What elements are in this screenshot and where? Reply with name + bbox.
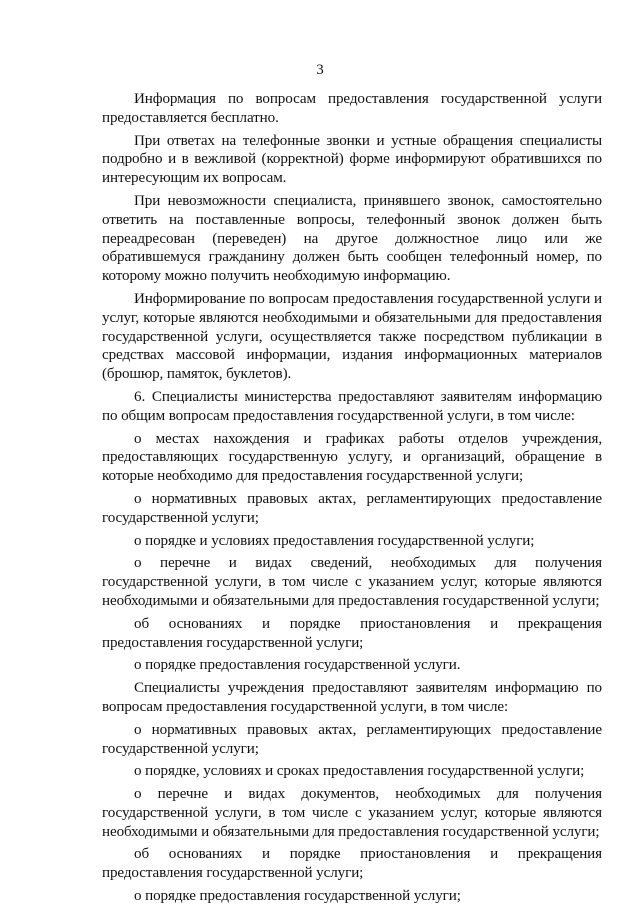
list-item: о местах нахождения и графиках работы отделов учреждения, предоставляющих государственную услугу, и организаций, обращение в которые необходимо для предоставления государственной услуги; (102, 430, 602, 485)
list-item: об основаниях и порядке приостановления и прекращения предоставления государственной услуги; (102, 615, 602, 651)
list-item: о порядке и условиях предоставления государственной услуги; (134, 532, 535, 549)
page-number: 3 (316, 62, 324, 78)
paragraph: Информация по вопросам предоставления государственной услуги предоставляется бесплатно. (102, 91, 602, 126)
paragraph: Специалисты учреждения предоставляют заявителям информацию по вопросам предоставления государственной услуги, в том числе: (102, 680, 602, 715)
paragraph: Информирование по вопросам предоставления государственной услуги и услуг, которые являются необходимыми и обязательными для предоставления государственной услуги, осуществляется также посредством публикации в средствах массовой информации, издания информационных материалов (брошюр, памяток, буклетов). (102, 290, 602, 383)
list-item: о порядке предоставления государственной услуги; (134, 888, 461, 905)
paragraph: При ответах на телефонные звонки и устные обращения специалисты подробно и в вежливой (корректной) форме информируют обратившихся по интересующим их вопросам. (102, 132, 602, 187)
paragraph: 6. Специалисты министерства предоставляют заявителям информацию по общим вопросам предоставления государственной услуги, в том числе: (102, 388, 602, 424)
list-item: о порядке, условиях и сроках предоставления государственной услуги; (134, 763, 585, 780)
document-body (102, 90, 602, 910)
list-item: о порядке предоставления государственной услуги. (134, 657, 461, 674)
list-item: о перечне и видах сведений, необходимых для получения государственной услуги, в том числе с указанием услуг, которые являются необходимыми и обязательными для предоставления государственной услуги; (102, 555, 602, 609)
list-item: об основаниях и порядке приостановления и прекращения предоставления государственной услуги; (102, 846, 602, 882)
list-item: о перечне и видах документов, необходимых для получения государственной услуги, в том числе с указанием услуг, которые являются необходимыми и обязательными для предоставления государственной услуги; (102, 786, 602, 840)
list-item: о нормативных правовых актах, регламентирующих предоставление государственной услуги; (102, 490, 602, 526)
paragraph: При невозможности специалиста, принявшего звонок, самостоятельно ответить на поставленные вопросы, телефонный звонок должен быть переадресован (переведен) на другое должностное лицо или же обратившемуся гражданину должен быть сообщен телефонный номер, по которому можно получить необходимую информацию. (102, 192, 602, 285)
list-item: о нормативных правовых актах, регламентирующих предоставление государственной услуги; (102, 721, 602, 757)
